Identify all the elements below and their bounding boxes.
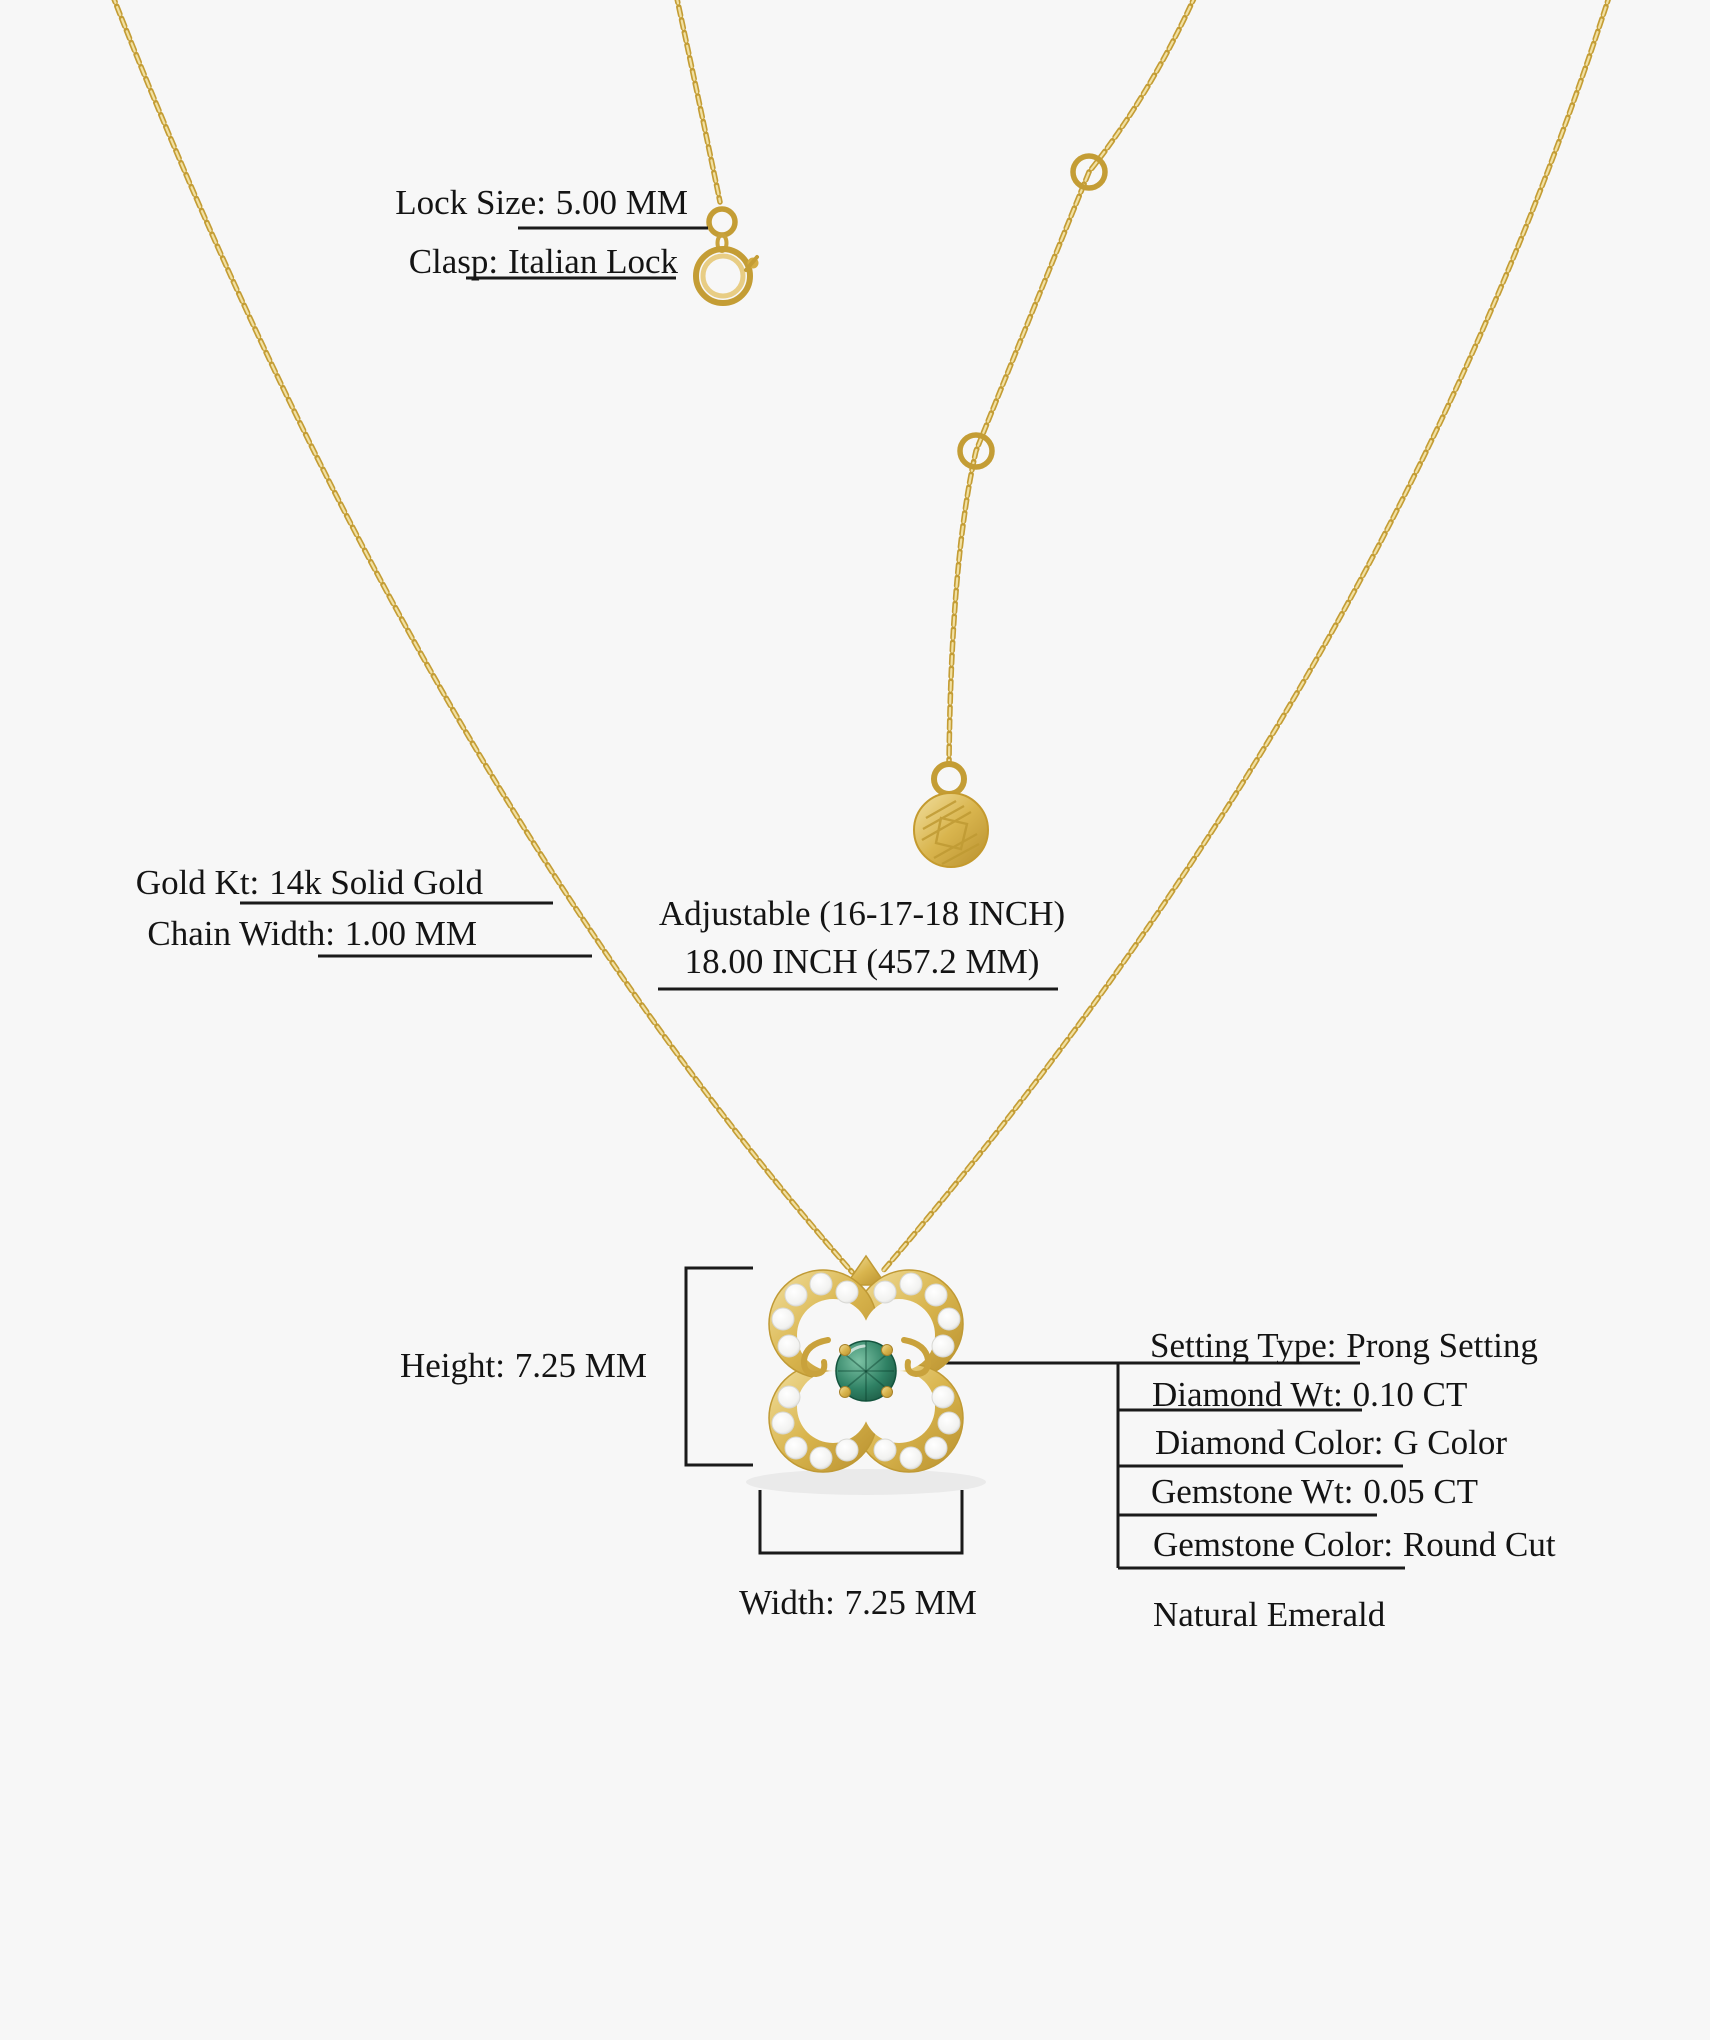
diamond-wt-label: Diamond Wt:	[1152, 1375, 1343, 1414]
width-label: Width:	[739, 1583, 835, 1622]
brand-tag-icon	[914, 764, 988, 867]
emerald-gemstone	[836, 1341, 896, 1401]
diamond-color-label: Diamond Color:	[1155, 1423, 1384, 1462]
lock-size-label: Lock Size:	[395, 183, 546, 222]
chain-clasp-strand	[676, 0, 720, 202]
chain-length: 18.00 INCH (457.2 MM)	[684, 942, 1040, 981]
gold-kt-value: 14k Solid Gold	[269, 863, 483, 902]
gold-kt-annotation	[136, 864, 483, 902]
setting-type-label: Setting Type:	[1150, 1326, 1337, 1365]
length-annotation	[462, 890, 1262, 986]
gemstone-color-value: Round Cut	[1402, 1525, 1556, 1564]
pendant-shadow	[746, 1469, 986, 1495]
height-label: Height:	[399, 1346, 505, 1385]
chain-right-strand	[882, 0, 1610, 1272]
diamond-color-value: G Color	[1393, 1423, 1508, 1462]
lock-size-value: 5.00 MM	[555, 183, 688, 222]
gemstone-wt-label: Gemstone Wt:	[1151, 1472, 1354, 1511]
pendant	[746, 1256, 986, 1495]
clasp-label: Clasp:	[408, 242, 499, 281]
gemstone-color-label: Gemstone Color:	[1153, 1525, 1394, 1564]
setting-type-annotation	[1150, 1327, 1538, 1365]
diamond-wt-value: 0.10 CT	[1352, 1375, 1468, 1414]
height-annotation	[400, 1347, 647, 1385]
gemstone-wt-value: 0.05 CT	[1363, 1472, 1479, 1511]
gold-kt-label: Gold Kt:	[135, 863, 260, 902]
clasp-annotation	[409, 243, 678, 281]
gemstone-color-annotation	[1153, 1526, 1556, 1564]
lock-size-annotation	[395, 184, 688, 222]
chain-width-label: Chain Width:	[147, 914, 335, 953]
height-bracket	[686, 1268, 753, 1465]
diamond-color-annotation	[1155, 1424, 1507, 1462]
chain-width-annotation	[147, 915, 477, 953]
height-value: 7.25 MM	[514, 1346, 647, 1385]
width-bracket	[760, 1490, 962, 1553]
width-value: 7.25 MM	[844, 1583, 977, 1622]
chain-extender-strand	[949, 0, 1196, 764]
adjustable-range: Adjustable (16-17-18 INCH)	[658, 894, 1066, 933]
gemstone-material-annotation: Natural Emerald	[1153, 1595, 1386, 1634]
setting-type-value: Prong Setting	[1346, 1326, 1538, 1365]
clasp-icon	[696, 209, 759, 303]
chain-width-value: 1.00 MM	[344, 914, 477, 953]
gemstone-wt-annotation	[1151, 1473, 1478, 1511]
clasp-value: Italian Lock	[507, 242, 678, 281]
width-annotation	[458, 1584, 1258, 1622]
diamond-wt-annotation	[1152, 1376, 1467, 1414]
